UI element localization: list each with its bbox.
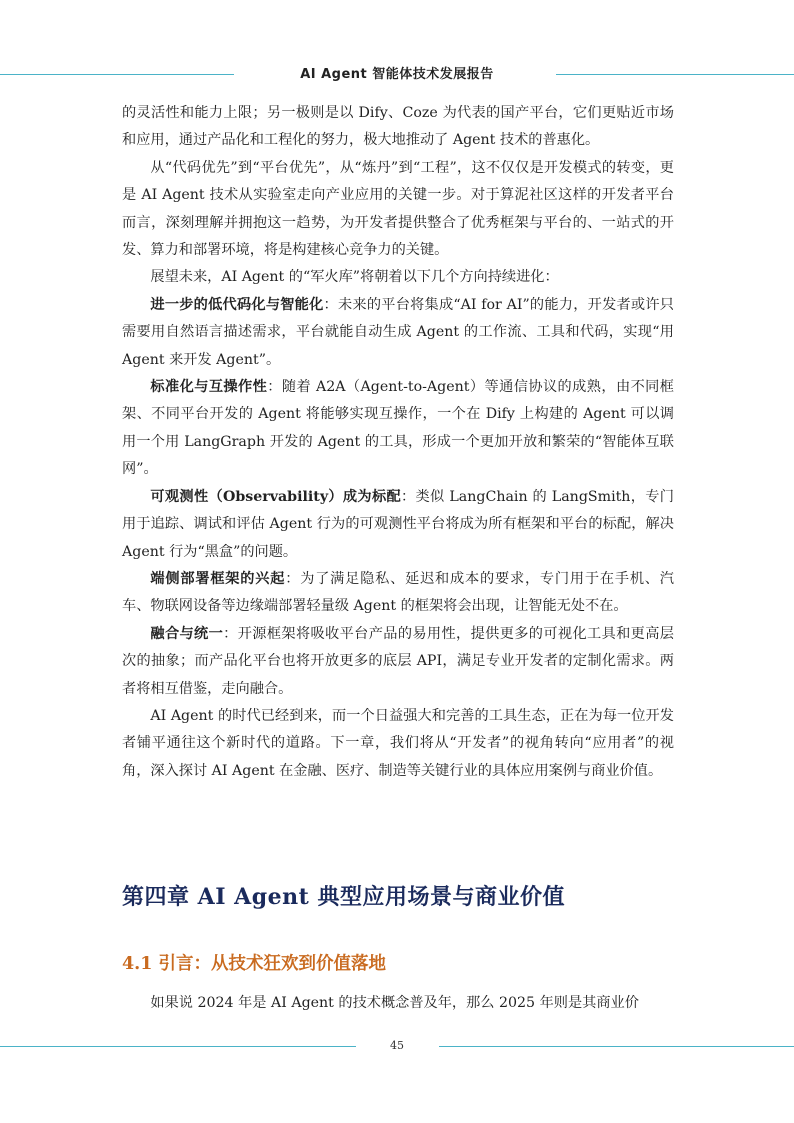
trend-item xyxy=(122,621,674,703)
trend-heading: 标准化与互操作性 xyxy=(150,379,268,396)
trend-text: ：未来的平台将集成“AI for AI”的能力，开发者或许只需要用自然语言描述需求，平台就能自动生成 Agent 的工作流、工具和代码，实现“用 Agent 来开发 Agent”。 xyxy=(122,296,674,368)
trend-text: ：随着 A2A（Agent-to-Agent）等通信协议的成熟，由不同框架、不同平台开发的 Agent 将能够实现互操作，一个在 Dify 上构建的 Agent 可以调用一个用 LangGraph 开发的 Agent 的工具，形成一个更加开放和繁荣的“智能体互联网”。 xyxy=(122,379,674,478)
paragraph xyxy=(122,264,674,291)
paragraph-text: 的灵活性和能力上限；另一极则是以 Dify、Coze 为代表的国产平台，它们更贴近市场和应用，通过产品化和工程化的努力，极大地推动了 Agent 技术的普惠化。 xyxy=(122,105,674,149)
trend-item xyxy=(122,292,674,374)
trend-heading: 端侧部署框架的兴起 xyxy=(150,570,286,587)
body-text xyxy=(122,100,674,785)
footer-rule-right xyxy=(439,1046,794,1047)
paragraph xyxy=(122,703,674,785)
trend-item xyxy=(122,484,674,566)
paragraph-text: AI Agent 的时代已经到来，而一个日益强大和完善的工具生态，正在为每一位开发者铺平通往这个新时代的道路。下一章，我们将从“开发者”的视角转向“应用者”的视角，深入探讨 AI Agent 在金融、医疗、制造等关键行业的具体应用案例与商业价值。 xyxy=(122,707,674,779)
section-title: 4.1 引言：从技术狂欢到价值落地 xyxy=(122,954,387,974)
chapter-title: 第四章 AI Agent 典型应用场景与商业价值 xyxy=(122,884,565,910)
paragraph xyxy=(122,100,674,155)
paragraph-text: 如果说 2024 年是 AI Agent 的技术概念普及年，那么 2025 年则是其商业价 xyxy=(150,995,639,1011)
trend-heading: 融合与统一 xyxy=(150,625,224,642)
trend-heading: 进一步的低代码化与智能化 xyxy=(150,296,324,313)
trend-text: ：开源框架将吸收平台产品的易用性，提供更多的可视化工具和更高层次的抽象；而产品化平台也将开放更多的底层 API，满足专业开发者的定制化需求。两者将相互借鉴，走向融合。 xyxy=(122,625,674,697)
trend-item xyxy=(122,374,674,484)
trend-item xyxy=(122,566,674,621)
section-body xyxy=(122,990,674,1017)
trend-text: ：为了满足隐私、延迟和成本的要求，专门用于在手机、汽车、物联网设备等边缘端部署轻量级 Agent 的框架将会出现，让智能无处不在。 xyxy=(122,570,674,615)
trend-text: ：类似 LangChain 的 LangSmith，专门用于追踪、调试和评估 Agent 行为的可观测性平台将成为所有框架和平台的标配，解决 Agent 行为“黑盒”的问题。 xyxy=(122,488,674,560)
paragraph-text: 从“代码优先”到“平台优先”，从“炼丹”到“工程”，这不仅仅是开发模式的转变，更是 AI Agent 技术从实验室走向产业应用的关键一步。对于算泥社区这样的开发者平台而言，深刻理解并拥抱这一趋势，为开发者提供整合了优秀框架与平台的、一站式的开发、算力和部署环境，将是构建核心竞争力的关键。 xyxy=(122,159,674,259)
header-rule-right xyxy=(556,74,794,75)
paragraph-text: 展望未来，AI Agent 的“军火库”将朝着以下几个方向持续进化： xyxy=(150,269,559,286)
paragraph xyxy=(122,155,674,265)
running-header-title: AI Agent 智能体技术发展报告 xyxy=(300,67,494,82)
page-number: 45 xyxy=(390,1039,404,1052)
trend-heading: 可观测性（Observability）成为标配 xyxy=(150,488,401,505)
paragraph xyxy=(122,990,674,1017)
